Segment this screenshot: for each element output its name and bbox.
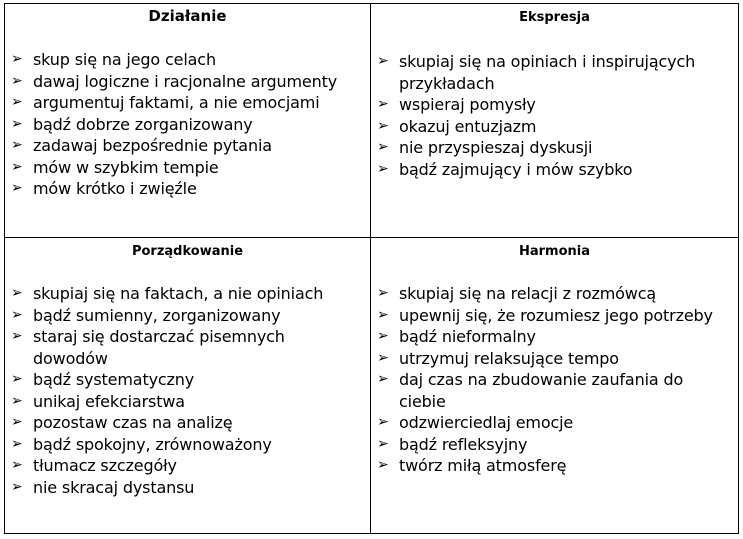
list-item (5, 114, 370, 136)
list-item (5, 412, 370, 434)
arrow-bullet-icon: ➢ (11, 158, 23, 175)
list-item (5, 391, 370, 413)
quadrant-title: Ekspresja (519, 10, 590, 25)
list-item-text: wspieraj pomysły (399, 95, 536, 114)
list-item-text: okazuj entuzjazm (399, 116, 537, 136)
arrow-bullet-icon: ➢ (11, 306, 23, 323)
list-item (371, 159, 738, 181)
arrow-bullet-icon: ➢ (377, 435, 389, 452)
list-item-text: bądź zajmujący i mów szybko (399, 159, 633, 179)
list-item (5, 135, 370, 157)
quadrant-dzialanie (5, 4, 371, 238)
arrow-bullet-icon: ➢ (11, 94, 23, 110)
list-item (371, 369, 738, 412)
list-item-text: pozostaw czas na analizę (33, 413, 233, 432)
list-item (5, 157, 370, 179)
bullet-list (5, 283, 370, 498)
list-item (5, 92, 370, 114)
list-item (371, 455, 738, 477)
list-item-text: bądź sumienny, zorganizowany (33, 305, 281, 325)
list-item (5, 305, 370, 327)
bullet-list (371, 51, 738, 180)
list-item (5, 455, 370, 477)
quadrant-title: Harmonia (518, 244, 591, 259)
arrow-bullet-icon: ➢ (377, 457, 389, 473)
communication-styles-table (4, 3, 739, 534)
list-item (371, 326, 738, 348)
list-item-text: dawaj logiczne i racjonalne argumenty (33, 71, 338, 91)
list-item (5, 71, 370, 93)
list-item-text: nie przyspieszaj dyskusji (399, 138, 593, 157)
quadrant-title: Działanie (148, 7, 227, 25)
bullet-list (371, 283, 738, 477)
list-item (371, 305, 738, 327)
list-item (371, 137, 738, 159)
list-item-text: odzwierciedlaj emocje (399, 413, 574, 432)
list-item-text: utrzymuj relaksujące tempo (399, 348, 619, 368)
list-item (5, 326, 370, 369)
arrow-bullet-icon: ➢ (377, 96, 389, 112)
list-item (371, 348, 738, 370)
list-item (371, 283, 738, 305)
list-item-text: bądź refleksyjny (399, 434, 528, 454)
list-item-text: mów krótko i zwięźle (33, 179, 197, 198)
arrow-bullet-icon: ➢ (11, 478, 23, 495)
list-item-text: upewnij się, że rozumiesz jego potrzeby (399, 305, 713, 325)
arrow-bullet-icon: ➢ (377, 285, 389, 301)
arrow-bullet-icon: ➢ (11, 392, 23, 409)
arrow-bullet-icon: ➢ (11, 285, 23, 301)
arrow-bullet-icon: ➢ (11, 115, 23, 132)
list-item-text: staraj się dostarczać pisemnych dowodów (33, 327, 285, 368)
list-item-text: nie skracaj dystansu (33, 477, 195, 497)
arrow-bullet-icon: ➢ (11, 371, 23, 387)
list-item (5, 477, 370, 499)
list-item (5, 49, 370, 71)
list-item-text: bądź dobrze zorganizowany (33, 114, 253, 134)
list-item (5, 283, 370, 305)
arrow-bullet-icon: ➢ (377, 306, 389, 323)
list-item-text: mów w szybkim tempie (33, 157, 219, 177)
quadrant-ekspresja (371, 4, 738, 238)
list-item-text: bądź spokojny, zrównoważony (33, 434, 272, 454)
arrow-bullet-icon: ➢ (11, 72, 23, 89)
quadrant-harmonia (371, 238, 738, 533)
arrow-bullet-icon: ➢ (377, 371, 389, 387)
arrow-bullet-icon: ➢ (377, 160, 389, 177)
list-item (5, 434, 370, 456)
arrow-bullet-icon: ➢ (377, 349, 389, 366)
arrow-bullet-icon: ➢ (377, 328, 389, 344)
list-item-text: twórz miłą atmosferę (399, 456, 567, 475)
list-item-text: skup się na jego celach (33, 50, 216, 69)
arrow-bullet-icon: ➢ (377, 139, 389, 155)
arrow-bullet-icon: ➢ (11, 137, 23, 153)
list-item-text: tłumacz szczegóły (33, 456, 177, 475)
arrow-bullet-icon: ➢ (11, 51, 23, 67)
list-item (371, 116, 738, 138)
list-item (5, 178, 370, 200)
list-item-text: bądź systematyczny (33, 370, 195, 389)
arrow-bullet-icon: ➢ (377, 117, 389, 134)
bullet-list (5, 49, 370, 200)
list-item-text: skupiaj się na faktach, a nie opiniach (33, 284, 324, 303)
list-item-text: argumentuj faktami, a nie emocjami (33, 93, 320, 112)
list-item-text: unikaj efekciarstwa (33, 391, 185, 411)
arrow-bullet-icon: ➢ (377, 53, 389, 69)
list-item (371, 412, 738, 434)
list-item (371, 51, 738, 94)
list-item (5, 369, 370, 391)
arrow-bullet-icon: ➢ (11, 328, 23, 344)
arrow-bullet-icon: ➢ (377, 414, 389, 430)
quadrant-porzadkowanie (5, 238, 371, 533)
quadrant-title: Porządkowanie (131, 244, 244, 259)
arrow-bullet-icon: ➢ (11, 180, 23, 196)
list-item-text: zadawaj bezpośrednie pytania (33, 136, 272, 155)
list-item (371, 94, 738, 116)
list-item (371, 434, 738, 456)
arrow-bullet-icon: ➢ (11, 414, 23, 430)
arrow-bullet-icon: ➢ (11, 435, 23, 452)
list-item-text: bądź nieformalny (399, 327, 536, 346)
list-item-text: daj czas na zbudowanie zaufania do ciebie (399, 370, 684, 411)
list-item-text: skupiaj się na opiniach i inspirujących przykładach (399, 52, 696, 93)
arrow-bullet-icon: ➢ (11, 457, 23, 473)
list-item-text: skupiaj się na relacji z rozmówcą (399, 284, 657, 303)
